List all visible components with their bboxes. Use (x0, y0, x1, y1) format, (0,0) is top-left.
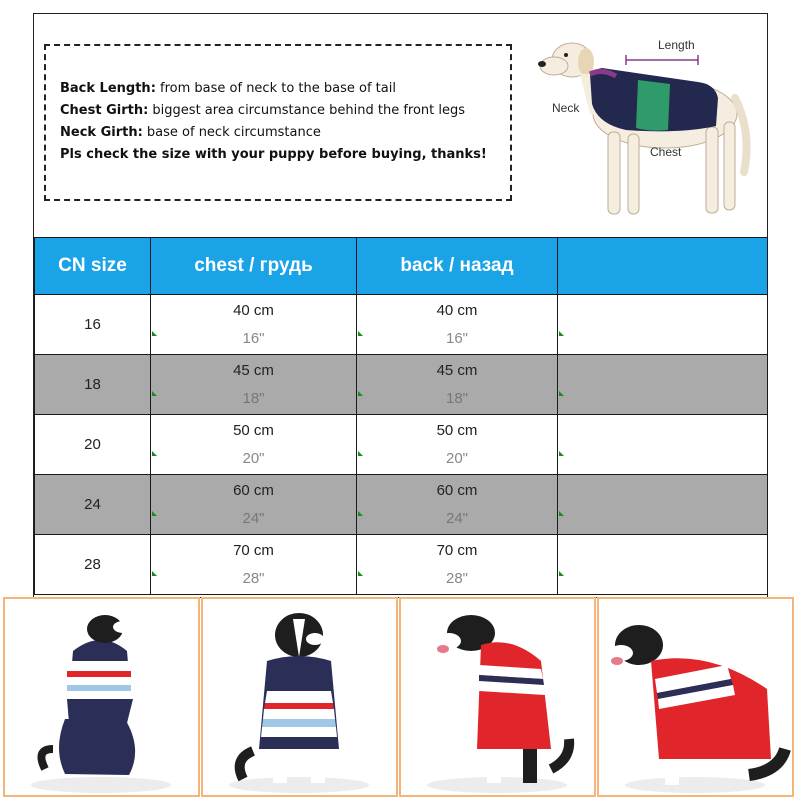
size-table (34, 237, 768, 595)
cell-corner-marker (358, 451, 363, 456)
table-row (35, 415, 768, 475)
product-photo-strip (3, 597, 797, 797)
dog-vest-illustration (590, 68, 718, 131)
empty-cell (558, 295, 768, 355)
size-cell: 28 (35, 535, 151, 595)
chest-cell: 70 cm 28" (151, 535, 357, 595)
length-measure-arrow (626, 55, 698, 65)
chest-girth-line: Chest Girth: biggest area circumstance behind the front legs (60, 103, 466, 118)
table-row (35, 475, 768, 535)
product-photo-red-side (399, 597, 596, 797)
dog-red-sweater-sitting-image (599, 599, 792, 795)
cell-corner-marker (358, 511, 363, 516)
chest-label: Chest (650, 145, 682, 159)
dog-navy-sweater-back-image (5, 599, 198, 795)
cell-corner-marker (559, 331, 564, 336)
header-cn-size: CN size (35, 238, 151, 295)
product-photo-navy-front (201, 597, 398, 797)
size-cell: 24 (35, 475, 151, 535)
back-cell: 50 cm 20" (357, 415, 558, 475)
cell-corner-marker (358, 391, 363, 396)
neck-girth-line: Neck Girth: base of neck circumstance (60, 125, 321, 140)
chest-cell: 45 cm 18" (151, 355, 357, 415)
empty-cell (558, 535, 768, 595)
cell-corner-marker (152, 571, 157, 576)
back-length-line: Back Length: from base of neck to the base of tail (60, 81, 396, 96)
cell-corner-marker (559, 511, 564, 516)
neck-label: Neck (552, 101, 580, 115)
size-cell: 20 (35, 415, 151, 475)
table-row (35, 535, 768, 595)
cell-corner-marker (559, 391, 564, 396)
header-empty (558, 238, 768, 295)
cell-corner-marker (559, 571, 564, 576)
size-cell: 16 (35, 295, 151, 355)
chest-cell: 50 cm 20" (151, 415, 357, 475)
chest-cell: 40 cm 16" (151, 295, 357, 355)
header-back: back / назад (357, 238, 558, 295)
back-cell: 70 cm 28" (357, 535, 558, 595)
size-table-header (35, 238, 768, 295)
cell-corner-marker (152, 391, 157, 396)
back-cell: 60 cm 24" (357, 475, 558, 535)
cell-corner-marker (559, 451, 564, 456)
empty-cell (558, 475, 768, 535)
empty-cell (558, 355, 768, 415)
dog-navy-sweater-front-image (203, 599, 396, 795)
chest-cell: 60 cm 24" (151, 475, 357, 535)
product-photo-navy-back (3, 597, 200, 797)
cell-corner-marker (358, 571, 363, 576)
table-row (35, 295, 768, 355)
measurement-info-text (60, 78, 487, 166)
cell-corner-marker (358, 331, 363, 336)
empty-cell (558, 415, 768, 475)
size-cell: 18 (35, 355, 151, 415)
cell-corner-marker (152, 451, 157, 456)
cell-corner-marker (152, 331, 157, 336)
table-row (35, 355, 768, 415)
measurement-info-box (44, 44, 512, 201)
cell-corner-marker (152, 511, 157, 516)
dog-red-sweater-side-image (401, 599, 594, 795)
dog-measurement-diagram (530, 22, 770, 227)
size-check-note: Pls check the size with your puppy before buying, thanks! (60, 147, 487, 162)
product-photo-red-sitting (597, 597, 794, 797)
header-chest: chest / грудь (151, 238, 357, 295)
length-label: Length (658, 38, 695, 52)
back-cell: 40 cm 16" (357, 295, 558, 355)
back-cell: 45 cm 18" (357, 355, 558, 415)
